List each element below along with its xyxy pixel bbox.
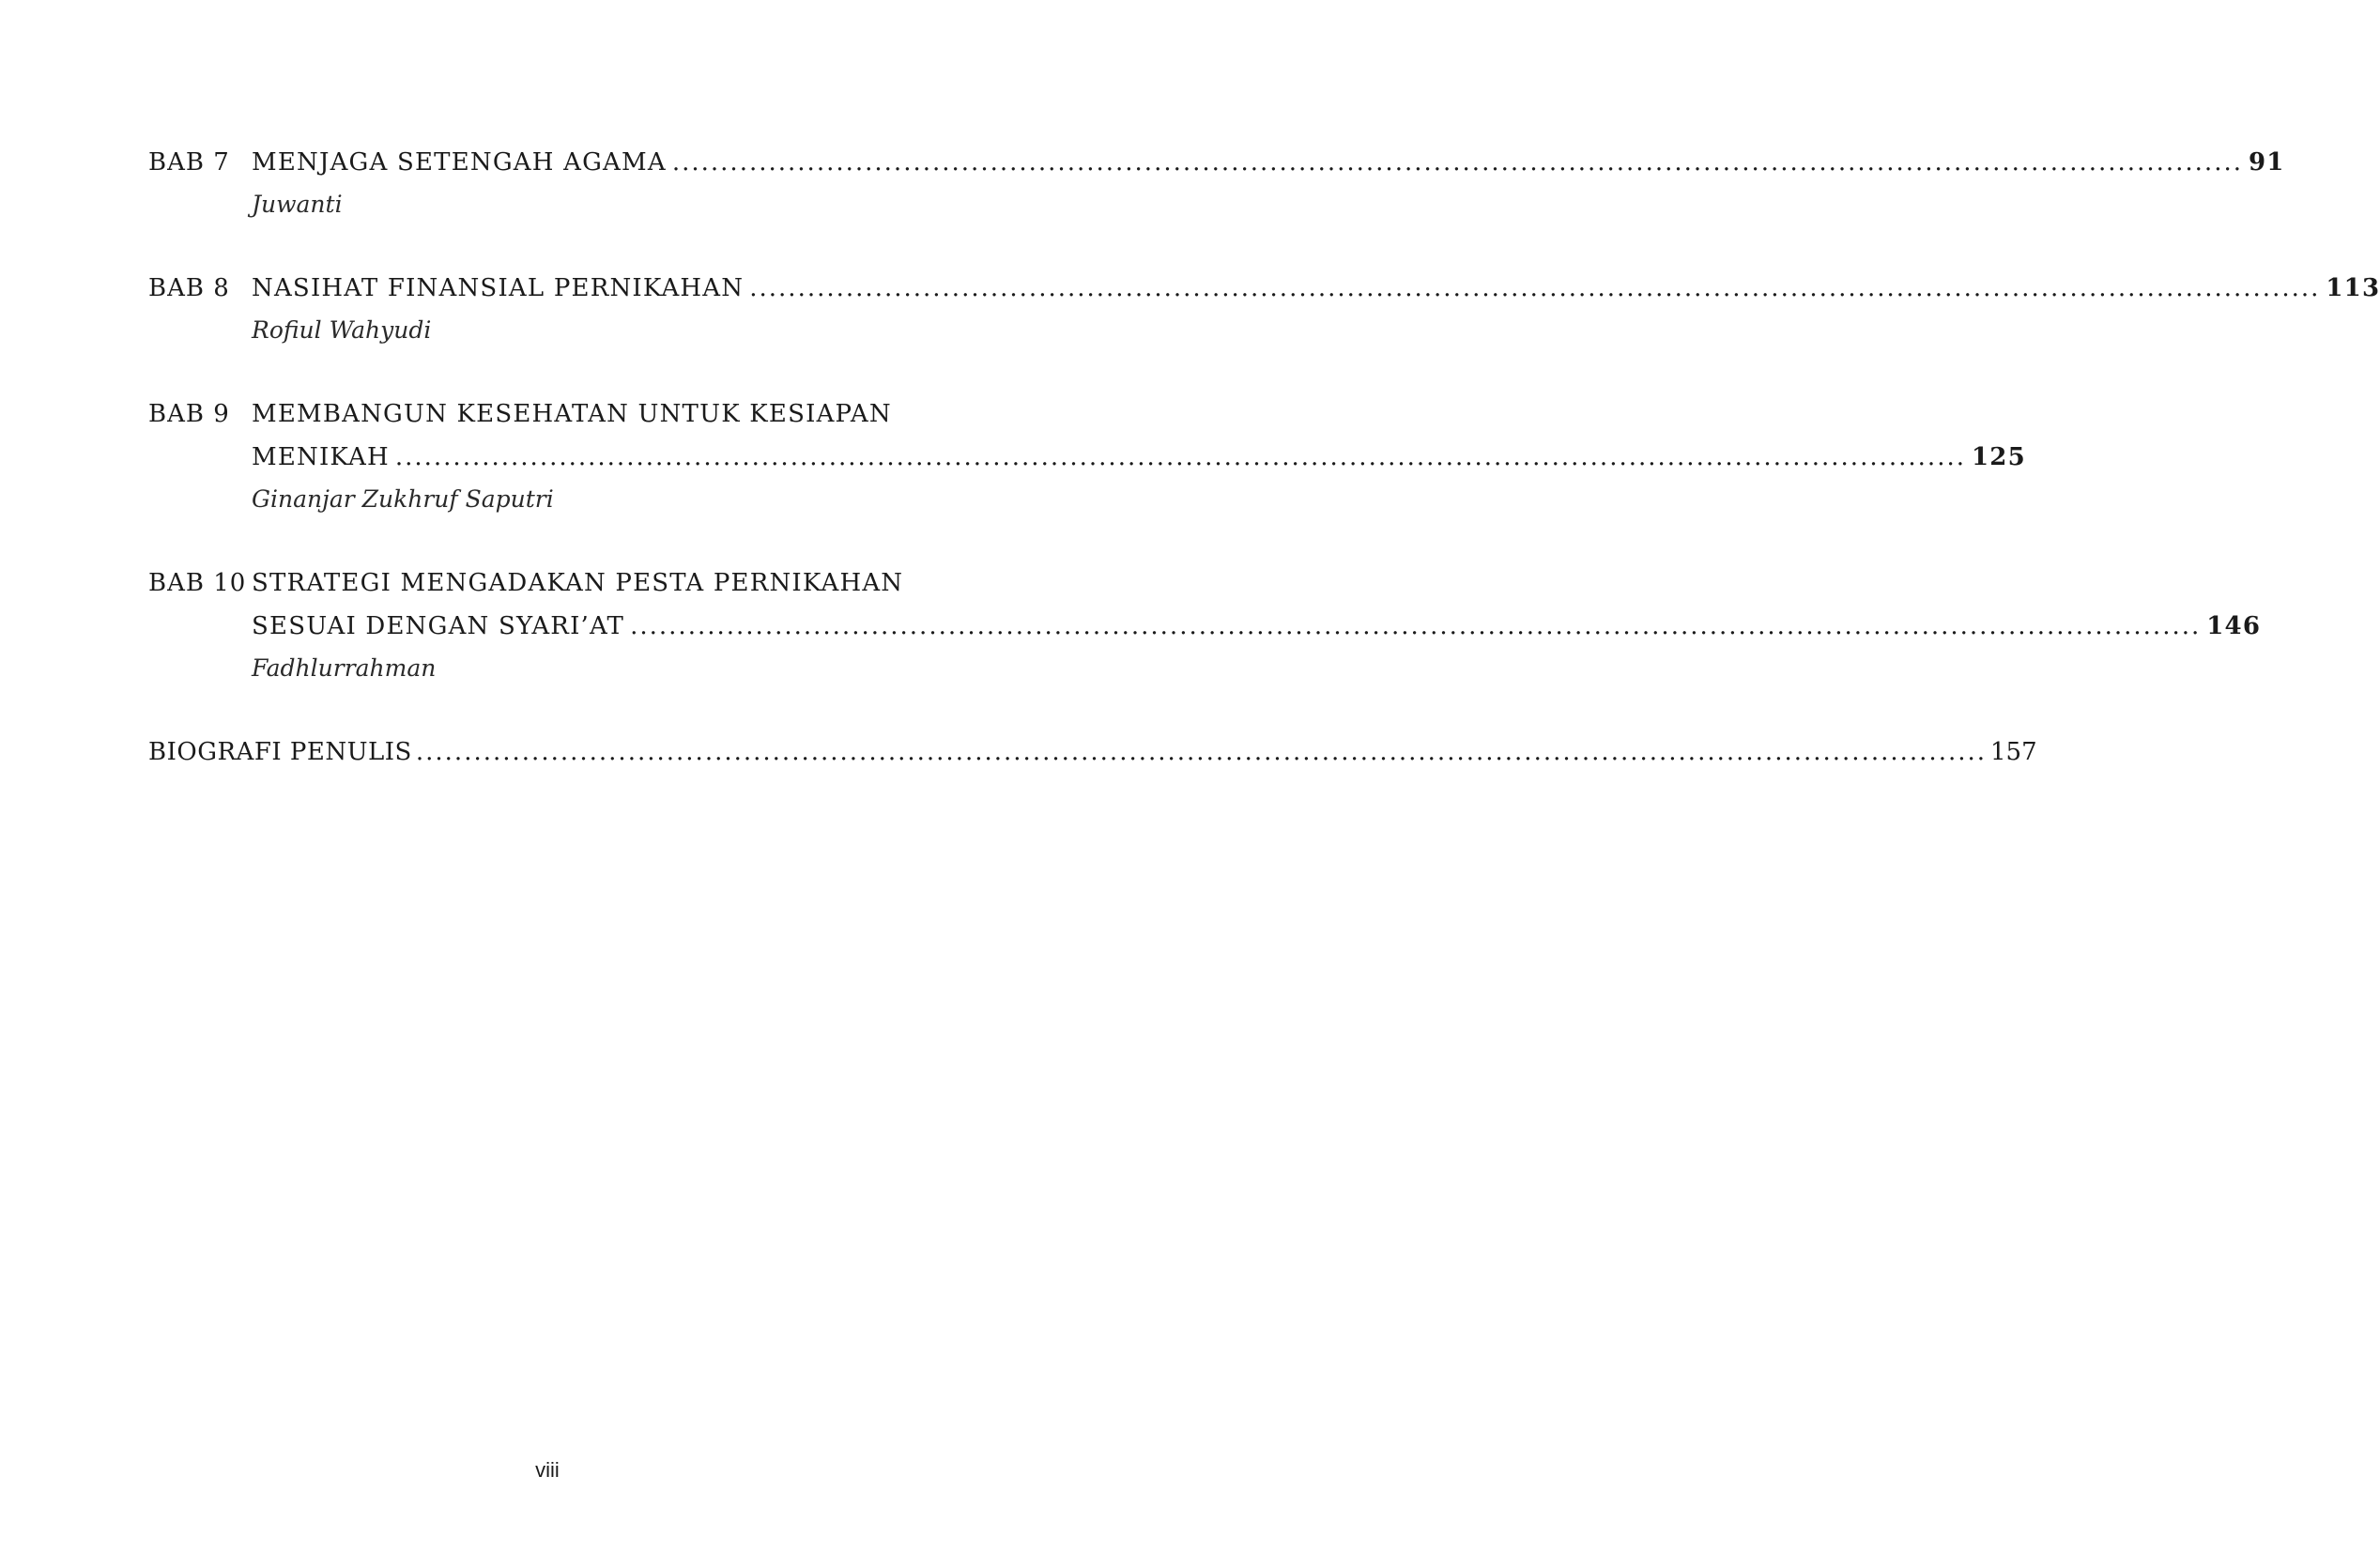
toc-entry-bab-9[interactable] bbox=[148, 392, 2026, 520]
chapter-title-line bbox=[252, 436, 2026, 479]
chapter-body bbox=[252, 267, 2380, 351]
chapter-page-number: 125 bbox=[1971, 443, 2026, 471]
chapter-author: Ginanjar Zukhruf Saputri bbox=[252, 485, 554, 513]
biography-title: BIOGRAFI PENULIS bbox=[148, 738, 412, 766]
chapter-title-line bbox=[252, 141, 2285, 184]
dot-leader bbox=[749, 267, 2320, 310]
chapter-label: BAB 10 bbox=[148, 569, 247, 597]
toc-entry-bab-8[interactable] bbox=[148, 267, 2380, 351]
chapter-page-number: 91 bbox=[2248, 148, 2285, 177]
chapter-body bbox=[252, 392, 2026, 520]
chapter-label: BAB 7 bbox=[148, 148, 230, 177]
chapter-title: MENJAGA SETENGAH AGAMA bbox=[252, 148, 667, 177]
chapter-label: BAB 9 bbox=[148, 400, 230, 428]
dot-leader bbox=[672, 141, 2243, 184]
chapter-page-number: 146 bbox=[2206, 612, 2262, 640]
table-of-contents bbox=[148, 141, 2380, 774]
chapter-page-number: 113 bbox=[2326, 274, 2380, 302]
chapter-author: Rofiul Wahyudi bbox=[252, 316, 432, 344]
dot-leader bbox=[416, 730, 1987, 774]
chapter-title-line bbox=[252, 605, 2261, 648]
dot-leader bbox=[630, 605, 2201, 648]
chapter-body bbox=[252, 561, 2261, 689]
toc-entry-biography[interactable] bbox=[148, 730, 2037, 774]
chapter-title: SESUAI DENGAN SYARI’AT bbox=[252, 612, 625, 640]
chapter-author: Juwanti bbox=[252, 191, 343, 218]
chapter-body bbox=[252, 141, 2285, 225]
toc-entry-bab-10[interactable] bbox=[148, 561, 2262, 689]
chapter-title-first-line: STRATEGI MENGADAKAN PESTA PERNIKAHAN bbox=[252, 569, 904, 597]
chapter-title: NASIHAT FINANSIAL PERNIKAHAN bbox=[252, 274, 745, 302]
toc-entry-bab-7[interactable] bbox=[148, 141, 2285, 225]
chapter-label: BAB 8 bbox=[148, 274, 230, 302]
chapter-title-first-line: MEMBANGUN KESEHATAN UNTUK KESIAPAN bbox=[252, 400, 892, 428]
chapter-title-line bbox=[252, 267, 2380, 310]
biography-page-number: 157 bbox=[1990, 738, 2037, 766]
page-number: viii bbox=[535, 1458, 560, 1482]
chapter-title: MENIKAH bbox=[252, 443, 390, 471]
dot-leader bbox=[395, 436, 1966, 479]
chapter-author: Fadhlurrahman bbox=[252, 654, 437, 682]
